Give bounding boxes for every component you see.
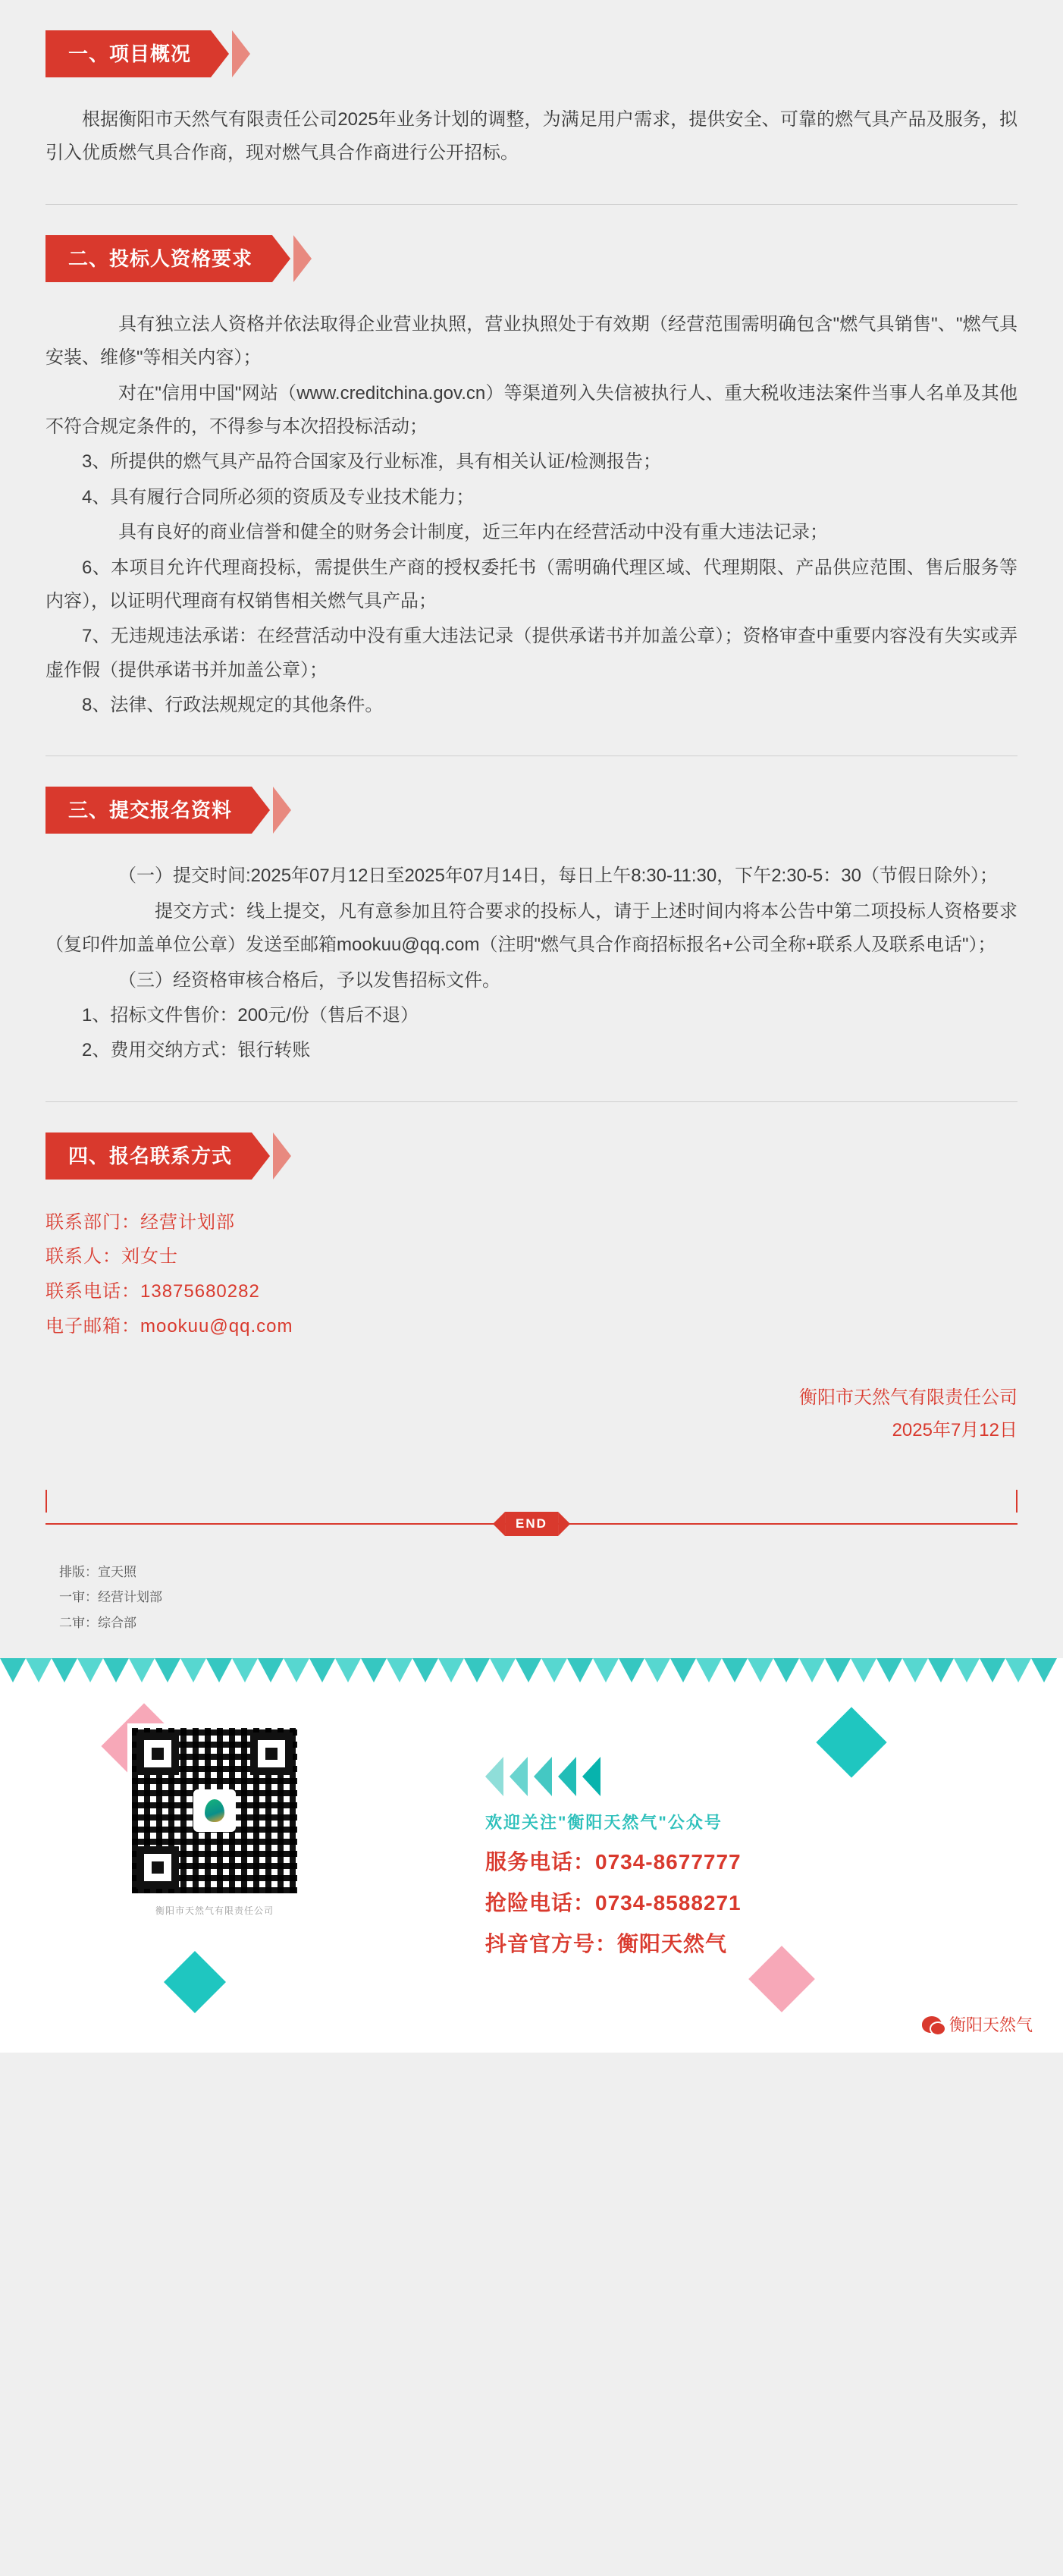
end-tick-left bbox=[45, 1490, 47, 1513]
wechat-account-link[interactable] bbox=[922, 2012, 1033, 2036]
contact-person: 联系人：刘女士 bbox=[45, 1246, 178, 1268]
section-2-body bbox=[45, 308, 1018, 723]
paragraph: 具有独立法人资格并依法取得企业营业执照，营业执照处于有效期（经营范围需明确包含"燃气具销售"、"燃气具安装、维修"等相关内容）； bbox=[45, 313, 1018, 369]
end-label: END bbox=[505, 1512, 558, 1536]
heading-arrow-primary-icon bbox=[252, 787, 270, 834]
signature-date: 2025年7月12日 bbox=[892, 1420, 1018, 1441]
paragraph: 4、具有履行合同所必须的资质及专业技术能力； bbox=[82, 486, 475, 507]
paragraph: 3、所提供的燃气具产品符合国家及行业标准，具有相关认证/检测报告； bbox=[82, 451, 662, 473]
company-logo-icon bbox=[193, 1789, 236, 1832]
qr-caption: 衡阳市天然气有限责任公司 bbox=[155, 1905, 274, 1917]
footer-douyin-account: 抖音官方号：衡阳天然气 bbox=[485, 1932, 728, 1956]
paragraph: 具有良好的商业信誉和健全的财务会计制度，近三年内在经营活动中没有重大违法记录； bbox=[118, 522, 828, 543]
end-tick-right bbox=[1016, 1490, 1018, 1513]
footer-emergency-phone: 抢险电话：0734-8588271 bbox=[485, 1891, 742, 1915]
paragraph: 根据衡阳市天然气有限责任公司2025年业务计划的调整，为满足用户需求，提供安全、可靠的燃气具产品及服务，拟引入优质燃气具合作商，现对燃气具合作商进行公开招标。 bbox=[45, 109, 1018, 164]
end-badge-arrow-right-icon bbox=[558, 1512, 570, 1536]
contact-phone[interactable]: 联系电话：13875680282 bbox=[45, 1281, 260, 1302]
decor-diamond-teal-icon bbox=[164, 1951, 226, 2013]
paragraph: 对在"信用中国"网站（www.creditchina.gov.cn）等渠道列入失信被执行人、重大税收违法案件当事人名单及其他不符合规定条件的，不得参与本次招投标活动； bbox=[45, 382, 1018, 437]
decor-diamond-pink-icon bbox=[748, 1946, 815, 2012]
decor-diamond-teal-icon bbox=[816, 1707, 886, 1777]
credit-first-review: 一审：经营计划部 bbox=[59, 1590, 162, 1605]
paragraph: 6、本项目允许代理商投标，需提供生产商的授权委托书（需明确代理区域、代理期限、产品供应范围、售后服务等内容），以证明代理商有权销售相关燃气具产品； bbox=[45, 557, 1018, 611]
credit-second-review: 二审：综合部 bbox=[59, 1615, 136, 1630]
credits-block bbox=[45, 1563, 1018, 1633]
footer-welcome: 欢迎关注"衡阳天然气"公众号 bbox=[485, 1813, 723, 1833]
paragraph: 7、无违规违法承诺：在经营活动中没有重大违法记录（提供承诺书并加盖公章）；资格审查中重要内容没有失实或弄虚作假（提供承诺书并加盖公章）； bbox=[45, 626, 1018, 680]
qr-code[interactable] bbox=[127, 1723, 302, 1898]
paragraph: （三）经资格审核合格后，予以发售招标文件。 bbox=[118, 969, 500, 991]
section-bidder-qualifications bbox=[45, 205, 1018, 757]
heading-arrow-primary-icon bbox=[272, 235, 290, 282]
contact-email[interactable]: 电子邮箱：mookuu@qq.com bbox=[45, 1315, 293, 1337]
paragraph: （一）提交时间:2025年07月12日至2025年07月14日，每日上午8:30-11:30，下午2:30-5：30（节假日除外）； bbox=[118, 865, 998, 887]
section-heading bbox=[45, 1132, 1018, 1180]
signature-company: 衡阳市天然气有限责任公司 bbox=[799, 1387, 1018, 1409]
section-3-title: 三、提交报名资料 bbox=[45, 787, 252, 834]
zigzag-band-icon bbox=[0, 1658, 1063, 1684]
paragraph: 8、法律、行政法规规定的其他条件。 bbox=[82, 695, 384, 716]
section-heading bbox=[45, 787, 1018, 834]
section-4-title: 四、报名联系方式 bbox=[45, 1132, 252, 1180]
contact-block bbox=[45, 1205, 1018, 1343]
footer-graphic bbox=[0, 1658, 1063, 2053]
credit-layout: 排版：宣天照 bbox=[59, 1564, 136, 1579]
section-2-title: 二、投标人资格要求 bbox=[45, 235, 272, 282]
section-1-body bbox=[45, 103, 1018, 171]
end-badge-arrow-left-icon bbox=[493, 1512, 505, 1536]
qr-finder-top-left-icon bbox=[136, 1733, 179, 1775]
section-submission-materials bbox=[45, 756, 1018, 1101]
heading-arrow-secondary-icon bbox=[273, 1132, 291, 1180]
section-3-body bbox=[45, 859, 1018, 1067]
footer-text-block bbox=[485, 1810, 742, 1968]
qr-finder-top-right-icon bbox=[250, 1733, 293, 1775]
heading-arrow-secondary-icon bbox=[273, 787, 291, 834]
qr-code-image bbox=[132, 1728, 297, 1893]
wechat-label: 衡阳天然气 bbox=[949, 2015, 1033, 2035]
section-heading bbox=[45, 30, 1018, 77]
contact-department: 联系部门：经营计划部 bbox=[45, 1211, 235, 1233]
paragraph: 提交方式：线上提交，凡有意参加且符合要求的投标人，请于上述时间内将本公告中第二项投标人资格要求（复印件加盖单位公章）发送至邮箱mookuu@qq.com（注明"燃气具合作商招标报名+公司全称+联系人及联系电话"）； bbox=[45, 900, 1018, 956]
section-project-overview bbox=[45, 0, 1018, 205]
heading-arrow-secondary-icon bbox=[293, 235, 312, 282]
heading-arrow-primary-icon bbox=[252, 1132, 270, 1180]
chevron-decoration-icon bbox=[485, 1757, 600, 1796]
footer-service-phone: 服务电话：0734-8677777 bbox=[485, 1850, 742, 1874]
section-contact bbox=[45, 1102, 1018, 1447]
end-badge bbox=[493, 1512, 570, 1536]
paragraph: 2、费用交纳方式：银行转账 bbox=[82, 1040, 311, 1061]
section-heading bbox=[45, 235, 1018, 282]
paragraph: 1、招标文件售价：200元/份（售后不退） bbox=[82, 1005, 419, 1026]
heading-arrow-primary-icon bbox=[211, 30, 229, 77]
wechat-icon bbox=[922, 2016, 942, 2033]
heading-arrow-secondary-icon bbox=[232, 30, 250, 77]
section-1-title: 一、项目概况 bbox=[45, 30, 211, 77]
end-marker bbox=[45, 1490, 1018, 1543]
signature-block bbox=[45, 1381, 1018, 1447]
qr-finder-bottom-left-icon bbox=[136, 1846, 179, 1889]
